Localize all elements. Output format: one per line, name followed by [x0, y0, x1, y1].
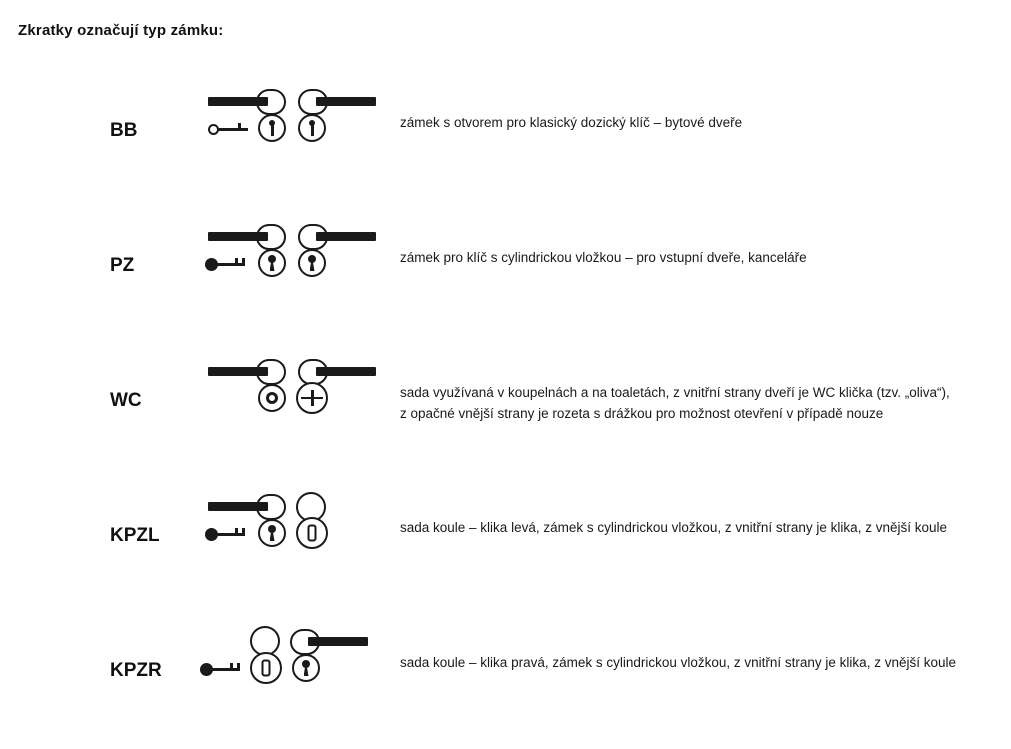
lock-description — [400, 652, 1000, 673]
handle-left-icon — [208, 493, 286, 521]
description-line: zámek pro klíč s cylindrickou vložkou – pro vstupní dveře, kanceláře — [400, 250, 807, 265]
lock-diagram-kpzl — [200, 493, 390, 603]
key-outline-icon — [208, 122, 252, 136]
handle-left-icon — [208, 223, 286, 251]
lock-code-label: KPZL — [110, 525, 160, 546]
lock-description — [400, 112, 1000, 133]
cylinder-rosette-icon — [292, 654, 320, 682]
lock-code-label: BB — [110, 120, 138, 141]
lock-type-list — [0, 74, 1011, 749]
slot-rosette-icon — [296, 517, 328, 549]
cylinder-rosette-icon — [258, 249, 286, 277]
wc-emergency-slot-icon — [296, 382, 328, 414]
lock-diagram-pz — [200, 223, 390, 333]
slot-rosette-icon — [250, 652, 282, 684]
list-item — [0, 479, 1011, 614]
description-line: zámek s otvorem pro klasický dozický klíč – bytové dveře — [400, 115, 743, 130]
description-line: sada využívaná v koupelnách a na toaletách, z vnitřní strany dveří je WC klička (tzv. „oliva“), — [400, 385, 950, 400]
key-solid-icon — [205, 527, 249, 541]
cylinder-rosette-icon — [258, 519, 286, 547]
keyhole-rosette-icon — [258, 114, 286, 142]
handle-right-icon — [290, 628, 368, 656]
description-line: sada koule – klika levá, zámek s cylindrickou vložkou, z vnitřní strany je klika, z vnější koule — [400, 520, 947, 535]
lock-description — [400, 517, 1000, 538]
key-solid-icon — [205, 257, 249, 271]
lock-code-label: KPZR — [110, 660, 162, 681]
list-item — [0, 344, 1011, 479]
cylinder-rosette-icon — [298, 249, 326, 277]
lock-diagram-wc — [200, 358, 390, 468]
list-item — [0, 614, 1011, 749]
wc-thumbturn-icon — [258, 384, 286, 412]
handle-left-icon — [208, 358, 286, 386]
handle-right-icon — [298, 88, 376, 116]
list-item — [0, 74, 1011, 209]
lock-diagram-bb — [200, 88, 390, 198]
handle-left-icon — [208, 88, 286, 116]
list-item — [0, 209, 1011, 344]
key-solid-icon — [200, 662, 244, 676]
page-title: Zkratky označují typ zámku: — [18, 22, 224, 39]
description-line: z opačné vnější strany je rozeta s drážkou pro možnost otevření v případě nouze — [400, 406, 884, 421]
keyhole-rosette-icon — [298, 114, 326, 142]
lock-code-label: WC — [110, 390, 142, 411]
lock-code-label: PZ — [110, 255, 135, 276]
lock-description — [400, 382, 1000, 424]
handle-right-icon — [298, 223, 376, 251]
lock-diagram-kpzr — [200, 628, 390, 738]
description-line: sada koule – klika pravá, zámek s cylindrickou vložkou, z vnitřní strany je klika, z vnější koule — [400, 655, 956, 670]
lock-description — [400, 247, 1000, 268]
